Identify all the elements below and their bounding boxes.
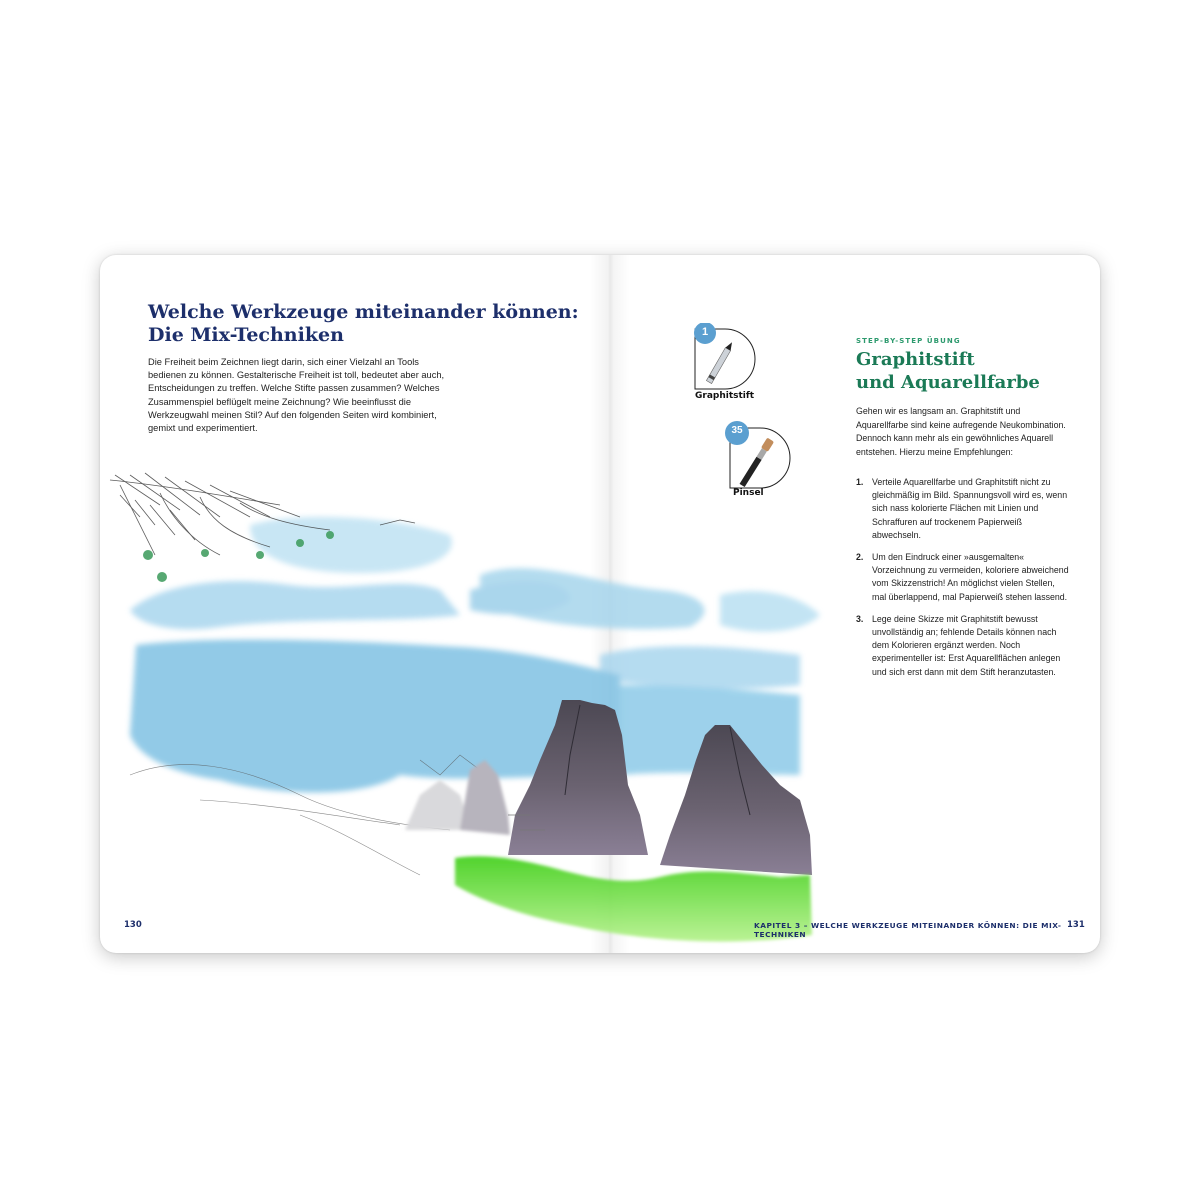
tool-label-graphite: Graphitstift bbox=[695, 391, 755, 401]
tool-graphite bbox=[692, 323, 762, 397]
step-text: Verteile Aquarellfarbe und Graphitstift nicht zu gleichmäßig im Bild. Spannungsvoll wird es, wenn sich nass kolorierte Flächen mit Linien und Schraffuren auf trockenem Papierweiß abwechseln. bbox=[872, 477, 1068, 540]
tool-label-brush: Pinsel bbox=[733, 488, 764, 498]
exercise-intro: Gehen wir es langsam an. Graphitstift und Aquarellfarbe sind keine aufregende Neukombination. Dennoch kann mehr als ein gewöhnliches Aquarell entstehen. Hierzu meine Empfehlungen: bbox=[856, 406, 1066, 457]
tool-badge-35: 35 bbox=[731, 425, 743, 436]
chapter-intro: Die Freiheit beim Zeichnen liegt darin, sich einer Vielzahl an Tools bedienen zu können. Gestalterische Freiheit ist toll, bedeutet aber auch, Entscheidungen zu treffen. Welche Stifte passen zusammen? Welches Zusammenspiel beflügelt meine Zeichnung? Wie beeinflusst die Werkzeugwahl meinen Stil? Auf den folgenden Seiten wird kombiniert, gemixt und experimentiert. bbox=[148, 357, 445, 434]
tool-badge-1: 1 bbox=[701, 326, 709, 338]
exercise-steps bbox=[856, 476, 1071, 688]
step-number: 2. bbox=[856, 552, 864, 563]
book-spread bbox=[100, 255, 1100, 953]
list-item bbox=[856, 476, 1071, 542]
exercise-kicker: STEP-BY-STEP ÜBUNG bbox=[856, 337, 961, 345]
list-item bbox=[856, 551, 1071, 604]
step-number: 3. bbox=[856, 613, 864, 624]
chapter-title bbox=[148, 301, 579, 347]
chapter-title-line2: Die Mix-Techniken bbox=[148, 324, 344, 346]
step-text: Lege deine Skizze mit Graphitstift bewusst unvollständig an; fehlende Details können nach dem Kolorieren ergänzt werden. Noch experimenteller ist: Erst Aquarellflächen anlegen und sich erst dann mit dem Stift heranzutasten. bbox=[872, 613, 1061, 677]
exercise-title-line1: Graphitstift bbox=[856, 349, 975, 370]
step-number: 1. bbox=[856, 477, 864, 487]
tool-brush bbox=[722, 420, 796, 494]
exercise-title bbox=[856, 348, 1040, 394]
page-number-left: 130 bbox=[124, 920, 142, 930]
step-text: Um den Eindruck einer »ausgemalten« Vorzeichnung zu vermeiden, koloriere abweichend vom Skizzenstrich! An möglichst vielen Stellen, mal überlappend, mal Papierweiß stehen lassend. bbox=[872, 552, 1069, 602]
exercise-title-line2: und Aquarellfarbe bbox=[856, 372, 1040, 393]
running-head: KAPITEL 3 – WELCHE WERKZEUGE MITEINANDER KÖNNEN: DIE MIX-TECHNIKEN bbox=[754, 921, 1062, 939]
list-item bbox=[856, 613, 1071, 679]
chapter-title-line1: Welche Werkzeuge miteinander können: bbox=[148, 301, 579, 323]
page-number-right: 131 bbox=[1067, 920, 1085, 930]
